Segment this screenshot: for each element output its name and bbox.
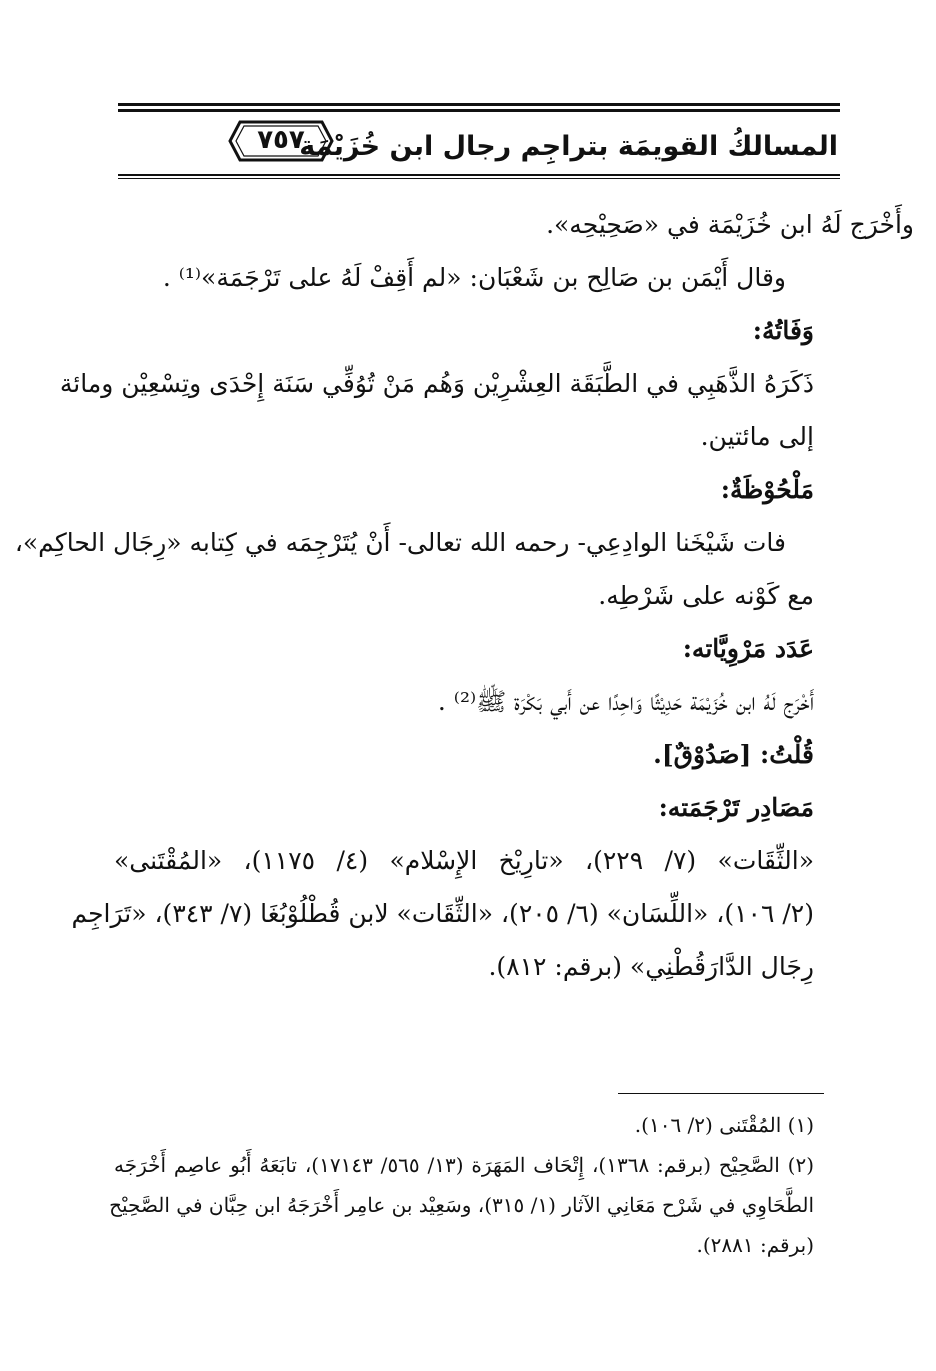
section-heading-narrations-count: عَدَد مَرْوِيَّاته:: [682, 634, 814, 663]
header-rule-top: [118, 103, 840, 106]
page-number-frame: [226, 118, 336, 164]
text-line: «الثِّقَات» (٧/ ٢٢٩)، «تارِيْخ الإِسْلام» (٤/ ١١٧٥)، «المُقْتَنى»: [114, 846, 815, 875]
footnote-separator: [618, 1093, 824, 1094]
text-line: وأَخْرَج لَهُ ابن خُزَيْمَة في «صَحِيْحِه».: [546, 210, 914, 239]
section-heading-sources: مَصَادِر تَرْجَمَته:: [658, 793, 814, 822]
text-line: مع كَوْنه على شَرْطِه.: [598, 581, 814, 610]
footnotes: [109, 1105, 814, 1265]
running-title: المسالكُ القويمَة بتراجِم رجال ابن خُزَيْمَة: [299, 131, 838, 162]
footnote-2-cont: (برقم: ٢٨٨١).: [696, 1233, 814, 1257]
section-heading-note: مَلْحُوْظَةٌ:: [720, 475, 814, 504]
verdict-line: قُلْتُ: [صَدُوْقٌ].: [653, 740, 814, 769]
header-rule-bottom: [118, 174, 840, 176]
text-line: إلى مائتين.: [700, 422, 814, 451]
page-number: ٧٥٧: [257, 125, 305, 155]
footnote-1: (١) المُقْتَنى (٢/ ١٠٦).: [634, 1113, 814, 1137]
text-line: رِجَال الدَّارَقُطْنِي» (برقم: ٨١٢).: [488, 952, 814, 981]
header-rule-bottom-second: [118, 178, 840, 179]
text-line: (٢/ ١٠٦)، «اللِّسَان» (٦/ ٢٠٥)، «الثِّقَات» لابن قُطْلُوْبُغَا (٧/ ٣٤٣)، «تَرَاجِم: [71, 899, 814, 928]
text-line: وقال أَيْمَن بن صَالِح بن شَعْبَان: «لم أَقِفْ لَهُ على تَرْجَمَة»⁽¹⁾ .: [162, 263, 786, 292]
text-line: ذَكَرَهُ الذَّهَبِي في الطَّبَقَة العِشْرِيْن وَهُم مَنْ تُوُفِّي سَنَة إِحْدَى وتِسْعِيْن ومائة: [59, 369, 814, 398]
header-rule-top-second: [118, 109, 840, 112]
section-heading-death: وَفَاتُهُ:: [752, 316, 814, 345]
text-line: أَخْرَج لَهُ ابن خُزَيْمَة حَدِيْثًا وَاحِدًا عن أَبي بَكْرَة ﷺ⁽²⁾ .: [437, 687, 814, 716]
text-line: فات شَيْخَنا الوادِعِي- رحمه الله تعالى- أَنْ يُتَرْجِمَه في كِتابه «رِجَال الحاكِم»،: [14, 528, 786, 557]
footnote-2: (٢) الصَّحِيْح (برقم: ١٣٦٨)، إِتْحَاف المَهَرَة (١٣/ ٥٦٥/ ١٧١٤٣)، تابَعَهُ أَبُو عاصِم أَخْرَجَه: [114, 1153, 814, 1177]
footnote-2-cont: الطَّحَاوِي في شَرْح مَعَانِي الآثار (١/ ٣١٥)، وسَعِيْد بن عامِر أَخْرَجَهُ ابن حِبَّان في الصَّحِيْح: [109, 1193, 814, 1217]
main-text: [14, 198, 914, 993]
